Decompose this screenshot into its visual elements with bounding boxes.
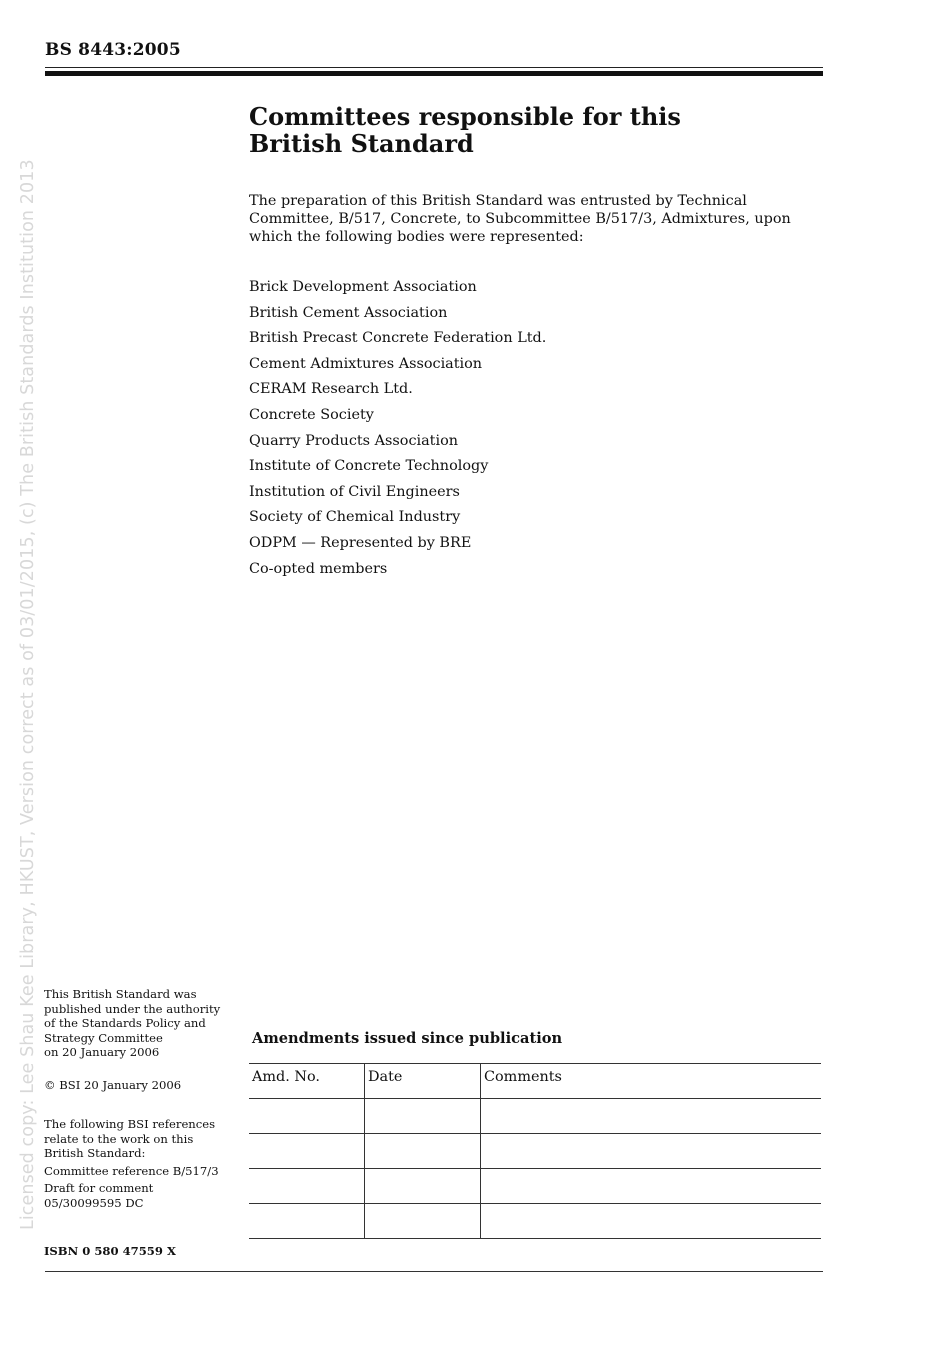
table-cell: [481, 1204, 822, 1239]
intro-line-2: Committee, B/517, Concrete, to Subcommittee B/517/3, Admixtures, upon: [249, 211, 791, 227]
table-cell: [481, 1169, 822, 1204]
column-header-date: Date: [365, 1064, 481, 1099]
draft-line-2: 05/30099595 DC: [44, 1195, 144, 1210]
column-header-comments: Comments: [481, 1064, 822, 1099]
published-line: of the Standards Policy and: [44, 1016, 206, 1030]
list-item: Concrete Society: [249, 406, 374, 423]
header-rule-thin: [45, 67, 823, 68]
list-item: Brick Development Association: [249, 279, 477, 295]
published-line: published under the authority: [44, 1001, 221, 1016]
draft-for-comment: [44, 1181, 234, 1210]
table-row: [249, 1169, 821, 1204]
table-cell: [365, 1134, 481, 1169]
committee-reference: Committee reference B/517/3: [44, 1164, 219, 1178]
published-line: on 20 January 2006: [44, 1045, 160, 1059]
intro-paragraph: [249, 192, 809, 246]
standard-code: BS 8443:2005: [45, 40, 181, 60]
table-cell: [365, 1204, 481, 1239]
table-cell: [365, 1169, 481, 1204]
header-rule-thick: [45, 71, 823, 76]
reference-line: The following BSI references: [44, 1117, 216, 1131]
copyright-note: © BSI 20 January 2006: [44, 1078, 182, 1092]
represented-bodies-list: [249, 277, 546, 584]
table-cell: [249, 1134, 365, 1169]
footer-rule: [45, 1271, 823, 1272]
table-cell: [481, 1134, 822, 1169]
published-line: Strategy Committee: [44, 1030, 163, 1045]
list-item: CERAM Research Ltd.: [249, 381, 413, 398]
license-watermark: Licensed copy: Lee Shau Kee Library, HKUST, Version correct as of 03/01/2015, (c) The British Standards Institution 2013: [18, 159, 38, 1230]
list-item: Institution of Civil Engineers: [249, 483, 460, 500]
table-row: [249, 1099, 821, 1134]
table-cell: [249, 1169, 365, 1204]
table-cell: [249, 1204, 365, 1239]
title-line-2: British Standard: [249, 129, 474, 158]
published-line: This British Standard was: [44, 987, 197, 1001]
list-item: British Precast Concrete Federation Ltd.: [249, 330, 547, 347]
list-item: Quarry Products Association: [249, 432, 459, 449]
list-item: Society of Chemical Industry: [249, 509, 461, 526]
list-item: Cement Admixtures Association: [249, 355, 483, 372]
amendments-title: Amendments issued since publication: [252, 1030, 563, 1047]
draft-line-1: Draft for comment: [44, 1181, 154, 1195]
table-cell: [481, 1099, 822, 1134]
column-header-amd-no: Amd. No.: [249, 1064, 365, 1099]
bsi-references-note: [44, 1117, 234, 1161]
list-item: Co-opted members: [249, 560, 388, 577]
table-cell: [365, 1099, 481, 1134]
reference-line: relate to the work on this: [44, 1131, 194, 1146]
amendments-table: [249, 1063, 821, 1239]
table-row: [249, 1204, 821, 1239]
intro-line-1: The preparation of this British Standard was entrusted by Technical: [249, 193, 747, 209]
list-item: Institute of Concrete Technology: [249, 458, 489, 475]
reference-line: British Standard:: [44, 1146, 146, 1160]
isbn: ISBN 0 580 47559 X: [44, 1244, 176, 1258]
title-line-1: Committees responsible for this: [249, 102, 681, 131]
list-item: ODPM — Represented by BRE: [249, 534, 472, 551]
table-cell: [249, 1099, 365, 1134]
publication-authority-note: [44, 987, 234, 1060]
table-header-row: [249, 1064, 821, 1099]
list-item: British Cement Association: [249, 304, 448, 321]
page-title: [249, 103, 769, 157]
intro-line-3: which the following bodies were represented:: [249, 229, 584, 245]
table-row: [249, 1134, 821, 1169]
